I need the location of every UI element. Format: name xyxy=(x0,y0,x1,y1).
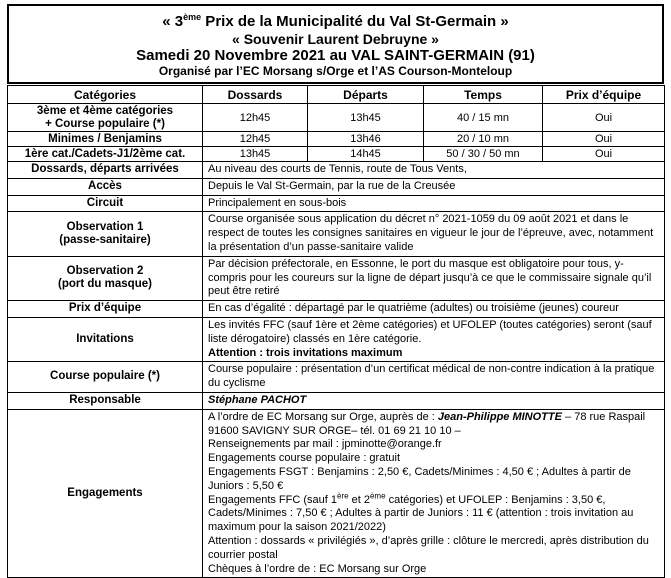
info-row-acces xyxy=(8,178,665,195)
departs-cell: 14h45 xyxy=(308,147,424,162)
row-label: Engagements xyxy=(8,409,203,578)
engagements-ffc-ufolep: Engagements FFC (sauf 1ère et 2ème catégories) et UFOLEP : Benjamins : 3,50 €, Cadets/Minimes : 7,50 € ; Adultes à partir de Juniors : 11 € (attention : trois invitation au maximum pour la saison 2021/2022) xyxy=(208,490,634,534)
engagements-mail: Renseignements par mail : jpminotte@orange.fr xyxy=(208,438,442,451)
column-header-departs: Départs xyxy=(308,86,424,104)
row-label: Prix d’équipe xyxy=(8,301,203,318)
prix-equipe-cell: Oui xyxy=(543,132,665,147)
column-header-temps: Temps xyxy=(424,86,543,104)
category-cell: 3ème et 4ème catégories + Course populaire (*) xyxy=(8,104,203,132)
info-row-prix-equipe xyxy=(8,301,665,318)
row-content: Depuis le Val St-Germain, par la rue de la Creusée xyxy=(203,178,665,195)
row-label: Observation 1 (passe-sanitaire) xyxy=(8,212,203,256)
info-row-course-populaire xyxy=(8,362,665,393)
row-label: Responsable xyxy=(8,392,203,409)
invitations-warning: Attention : trois invitations maximum xyxy=(208,346,403,359)
dossards-cell: 13h45 xyxy=(203,147,308,162)
contact-name: Jean-Philippe MINOTTE xyxy=(437,410,562,423)
race-date-location: Samedi 20 Novembre 2021 au VAL SAINT-GERMAIN (91) xyxy=(136,47,535,64)
temps-cell: 40 / 15 mn xyxy=(424,104,543,132)
temps-cell: 50 / 30 / 50 mn xyxy=(424,147,543,162)
title-box xyxy=(7,4,664,84)
row-content xyxy=(203,409,665,578)
prix-equipe-cell: Oui xyxy=(543,104,665,132)
info-row-observation1 xyxy=(8,212,665,256)
category-cell: Minimes / Benjamins xyxy=(8,132,203,147)
schedule-row-cat-1-cadets xyxy=(8,147,665,162)
row-content: Au niveau des courts de Tennis, route de Tous Vents, xyxy=(203,162,665,179)
info-row-dossards-arrivees xyxy=(8,162,665,179)
schedule-header-row xyxy=(8,86,665,104)
category-cell: 1ère cat./Cadets-J1/2ème cat. xyxy=(8,147,203,162)
departs-cell: 13h45 xyxy=(308,104,424,132)
column-header-categories: Catégories xyxy=(8,86,203,104)
row-content: Course organisée sous application du décret n° 2021-1059 du 09 août 2021 et dans le respect de toutes les consignes sanitaires en vigueur le jour de l’épreuve, avec, notamment la présentation d’un passe-sanitaire valide xyxy=(203,212,665,256)
race-info-table xyxy=(7,85,665,578)
engagements-fsgt: Engagements FSGT : Benjamins : 2,50 €, Cadets/Minimes : 4,50 € ; Adultes à partir de Juniors : 5,50 € xyxy=(208,465,631,492)
row-content: Principalement en sous-bois xyxy=(203,195,665,212)
row-content: Course populaire : présentation d’un certificat médical de non-contre indication à la pratique du cyclisme xyxy=(203,362,665,393)
race-title: « 3ème Prix de la Municipalité du Val St-Germain » xyxy=(162,12,509,30)
ordinal-superscript: ème xyxy=(183,12,202,22)
row-label: Invitations xyxy=(8,317,203,361)
prix-equipe-cell: Oui xyxy=(543,147,665,162)
engagements-payment-order: A l’ordre de EC Morsang sur Orge, auprès de : Jean-Philippe MINOTTE – 78 rue Raspail 91600 SAVIGNY SUR ORGE– tél. 01 69 21 10 10 – xyxy=(208,410,646,437)
info-row-engagements xyxy=(8,409,665,578)
responsable-name: Stéphane PACHOT xyxy=(203,392,665,409)
row-label: Dossards, départs arrivées xyxy=(8,162,203,179)
info-row-responsable xyxy=(8,392,665,409)
row-label: Accès xyxy=(8,178,203,195)
dossards-cell: 12h45 xyxy=(203,132,308,147)
race-subtitle: « Souvenir Laurent Debruyne » xyxy=(232,31,439,47)
race-organizers: Organisé par l’EC Morsang s/Orge et l’AS Courson-Monteloup xyxy=(158,64,513,78)
row-label: Observation 2 (port du masque) xyxy=(8,256,203,300)
row-label: Course populaire (*) xyxy=(8,362,203,393)
dossards-cell: 12h45 xyxy=(203,104,308,132)
info-row-circuit xyxy=(8,195,665,212)
engagements-cheques: Chèques à l’ordre de : EC Morsang sur Orge xyxy=(208,562,427,575)
row-content: Les invités FFC (sauf 1ère et 2ème catégories) et UFOLEP (toutes catégories) seront (sauf liste dérogatoire) classés en 1ère catégorie. Attention : trois invitations maximum xyxy=(203,317,665,361)
info-row-observation2 xyxy=(8,256,665,300)
column-header-prix-equipe: Prix d’équipe xyxy=(543,86,665,104)
info-row-invitations xyxy=(8,317,665,361)
row-label: Circuit xyxy=(8,195,203,212)
row-content: Par décision préfectorale, en Essonne, le port du masque est obligatoire pour tous, y-compris pour les coureurs sur la ligne de départ jusqu’à ce que le commissaire signale qu’il peut être retiré xyxy=(203,256,665,300)
departs-cell: 13h46 xyxy=(308,132,424,147)
engagements-course-populaire: Engagements course populaire : gratuit xyxy=(208,452,401,465)
schedule-row-minimes-benjamins xyxy=(8,132,665,147)
engagements-attention: Attention : dossards « privilégiés », d’après grille : clôture le mercredi, après distribution du courrier postal xyxy=(208,534,649,561)
column-header-dossards: Dossards xyxy=(203,86,308,104)
temps-cell: 20 / 10 mn xyxy=(424,132,543,147)
row-content: En cas d’égalité : départagé par le quatrième (adultes) ou troisième (jeunes) coureur xyxy=(203,301,665,318)
schedule-row-cat-3-4 xyxy=(8,104,665,132)
